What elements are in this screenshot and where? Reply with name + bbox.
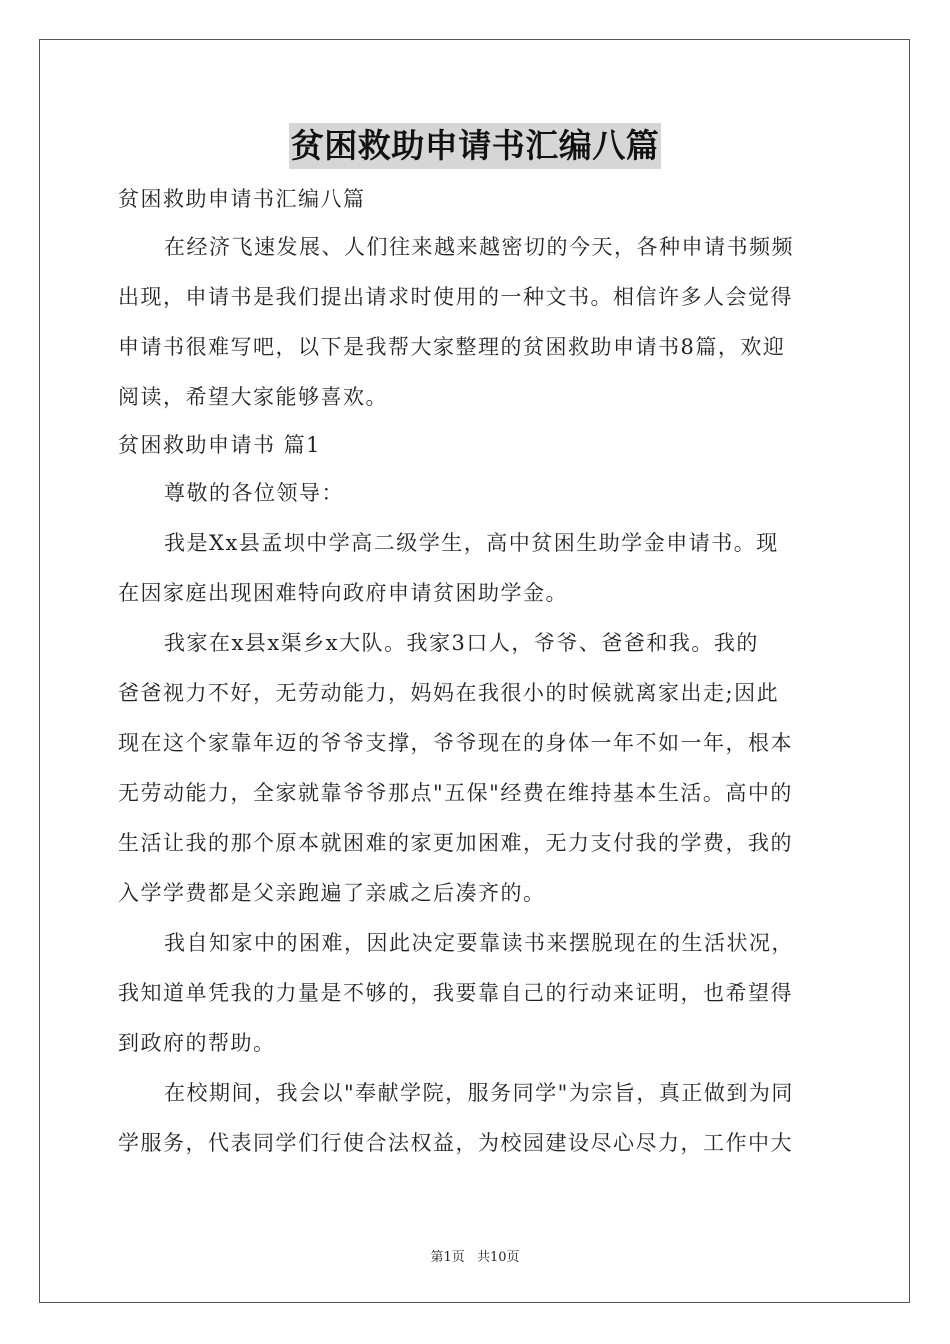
body-line: 申请书很难写吧，以下是我帮大家整理的贫困救助申请书8篇，欢迎 <box>118 335 786 359</box>
document-title: 贫困救助申请书汇编八篇 <box>289 123 662 169</box>
page-footer <box>0 1246 950 1265</box>
body-line: 在经济飞速发展、人们往来越来越密切的今天，各种申请书频频 <box>164 235 794 259</box>
body-line: 到政府的帮助。 <box>118 1031 276 1055</box>
document-body <box>118 176 838 1168</box>
page-total: 共10页 <box>476 1250 520 1265</box>
body-line: 入学学费都是父亲跑遍了亲戚之后凑齐的。 <box>118 881 546 905</box>
body-line: 我是Xx县孟坝中学高二级学生，高中贫困生助学金申请书。现 <box>164 531 779 555</box>
body-line: 爸爸视力不好，无劳动能力，妈妈在我很小的时候就离家出走;因此 <box>118 681 780 705</box>
body-line: 学服务，代表同学们行使合法权益，为校园建设尽心尽力，工作中大 <box>118 1131 793 1155</box>
title-area <box>0 123 950 169</box>
body-line: 我知道单凭我的力量是不够的，我要靠自己的行动来证明，也希望得 <box>118 981 793 1005</box>
body-line: 尊敬的各位领导： <box>164 481 344 505</box>
document-subtitle: 贫困救助申请书汇编八篇 <box>118 187 366 211</box>
body-line: 我自知家中的困难，因此决定要靠读书来摆脱现在的生活状况， <box>164 931 794 955</box>
body-line: 在因家庭出现困难特向政府申请贫困助学金。 <box>118 581 568 605</box>
body-line: 无劳动能力，全家就靠爷爷那点"五保"经费在维持基本生活。高中的 <box>118 781 793 805</box>
body-line: 现在这个家靠年迈的爷爷支撑，爷爷现在的身体一年不如一年，根本 <box>118 731 793 755</box>
body-line: 阅读，希望大家能够喜欢。 <box>118 385 388 409</box>
page-number: 第1页 <box>430 1250 465 1265</box>
body-line: 生活让我的那个原本就困难的家更加困难，无力支付我的学费，我的 <box>118 831 793 855</box>
section-heading: 贫困救助申请书 篇1 <box>118 433 322 457</box>
body-line: 出现，申请书是我们提出请求时使用的一种文书。相信许多人会觉得 <box>118 285 793 309</box>
body-line: 在校期间，我会以"奉献学院，服务同学"为宗旨，真正做到为同 <box>164 1081 794 1105</box>
body-line: 我家在x县x渠乡x大队。我家3口人，爷爷、爸爸和我。我的 <box>164 631 759 655</box>
